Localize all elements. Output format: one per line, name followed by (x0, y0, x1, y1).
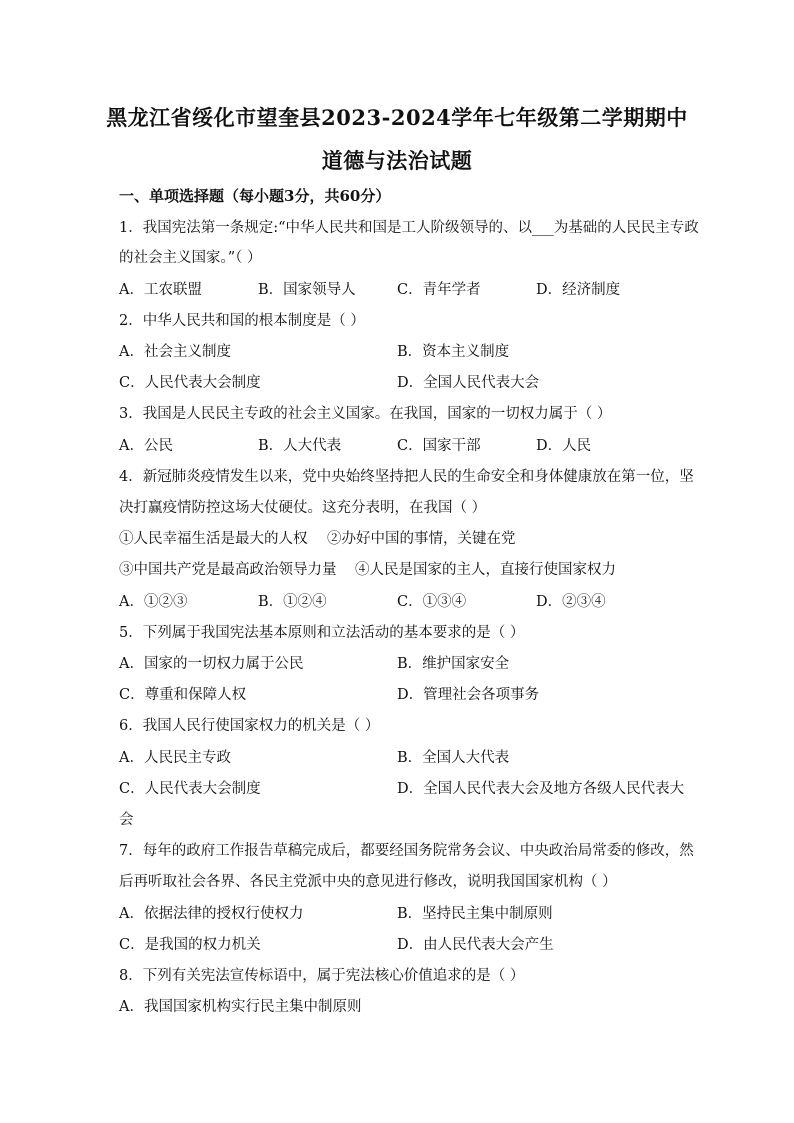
question-3-option-c: C．国家干部 (397, 438, 481, 454)
question-4-stem: 4．新冠肺炎疫情发生以来，党中央始终坚持把人民的生命安全和身体健康放在第一位，坚 (119, 469, 694, 485)
question-7-option-c: C．是我国的权力机关 (119, 937, 261, 953)
question-4-statement-3: ③中国共产党是最高政治领导力量 (119, 562, 337, 578)
question-7-option-d: D．由人民代表大会产生 (397, 937, 554, 953)
question-2-option-a: A．社会主义制度 (119, 344, 231, 360)
question-7-option-b: B．坚持民主集中制原则 (397, 906, 553, 922)
question-3-option-d: D．人民 (536, 438, 592, 454)
question-2-stem: 2．中华人民共和国的根本制度是（ ） (119, 313, 365, 329)
question-1-option-a: A．工农联盟 (119, 282, 202, 298)
question-7-stem: 7．每年的政府工作报告草稿完成后，都要经国务院常务会议、中央政治局常委的修改，然 (119, 843, 694, 859)
question-1-option-b: B．国家领导人 (258, 282, 356, 298)
question-8-stem: 8．下列有关宪法宣传标语中，属于宪法核心价值追求的是（ ） (119, 968, 525, 984)
question-5-stem: 5．下列属于我国宪法基本原则和立法活动的基本要求的是（ ） (119, 625, 525, 641)
exam-title-line1: 黑龙江省绥化市望奎县2023-2024学年七年级第二学期期中 (106, 105, 688, 130)
question-2-option-c: C．人民代表大会制度 (119, 375, 261, 391)
question-4-stem-cont: 决打赢疫情防控这场大仗硬仗。这充分表明，在我国（ ） (119, 500, 487, 516)
question-6-option-d: D．全国人民代表大会及地方各级人民代表大 (397, 781, 685, 797)
question-5-option-b: B．维护国家安全 (397, 656, 510, 672)
section-heading: 一、单项选择题（每小题3分，共60分） (119, 187, 391, 205)
question-4-option-b: B．①②④ (258, 594, 327, 610)
question-6-option-a: A．人民民主专政 (119, 750, 231, 766)
question-2-option-b: B．资本主义制度 (397, 344, 510, 360)
question-4-statement-1: ①人民幸福生活是最大的人权 (119, 531, 308, 547)
question-5-option-d: D．管理社会各项事务 (397, 687, 540, 703)
question-1-stem: 1．我国宪法第一条规定:“中华人民共和国是工人阶级领导的、以___为基础的人民民主专政 (119, 220, 699, 236)
question-5-option-c: C．尊重和保障人权 (119, 687, 247, 703)
question-1-option-c: C．青年学者 (397, 282, 481, 298)
question-6-option-c: C．人民代表大会制度 (119, 781, 261, 797)
question-4-option-a: A．①②③ (119, 594, 188, 610)
question-6-stem: 6．我国人民行使国家权力的机关是（ ） (119, 718, 380, 734)
question-2-option-d: D．全国人民代表大会 (397, 375, 540, 391)
question-3-option-a: A．公民 (119, 438, 173, 454)
question-4-statement-4: ④人民是国家的主人，直接行使国家权力 (355, 562, 616, 578)
question-7-option-a: A．依据法律的授权行使权力 (119, 906, 304, 922)
question-4-option-d: D．②③④ (536, 594, 606, 610)
question-6-option-b: B．全国人大代表 (397, 750, 510, 766)
question-3-stem: 3．我国是人民民主专政的社会主义国家。在我国，国家的一切权力属于（ ） (119, 406, 612, 422)
question-7-stem-cont: 后再听取社会各界、各民主党派中央的意见进行修改，说明我国国家机构（ ） (119, 874, 617, 890)
exam-title-line2: 道德与法治试题 (321, 148, 473, 173)
question-6-option-d-cont: 会 (119, 812, 134, 828)
question-8-option-a: A．我国国家机构实行民主集中制原则 (119, 999, 362, 1015)
question-5-option-a: A．国家的一切权力属于公民 (119, 656, 304, 672)
question-4-option-c: C．①③④ (397, 594, 467, 610)
question-3-option-b: B．人大代表 (258, 438, 342, 454)
question-1-stem-cont: 的社会主义国家。”（ ） (119, 250, 262, 266)
question-4-statement-2: ②办好中国的事情，关键在党 (327, 531, 516, 547)
question-1-option-d: D．经济制度 (536, 282, 621, 298)
